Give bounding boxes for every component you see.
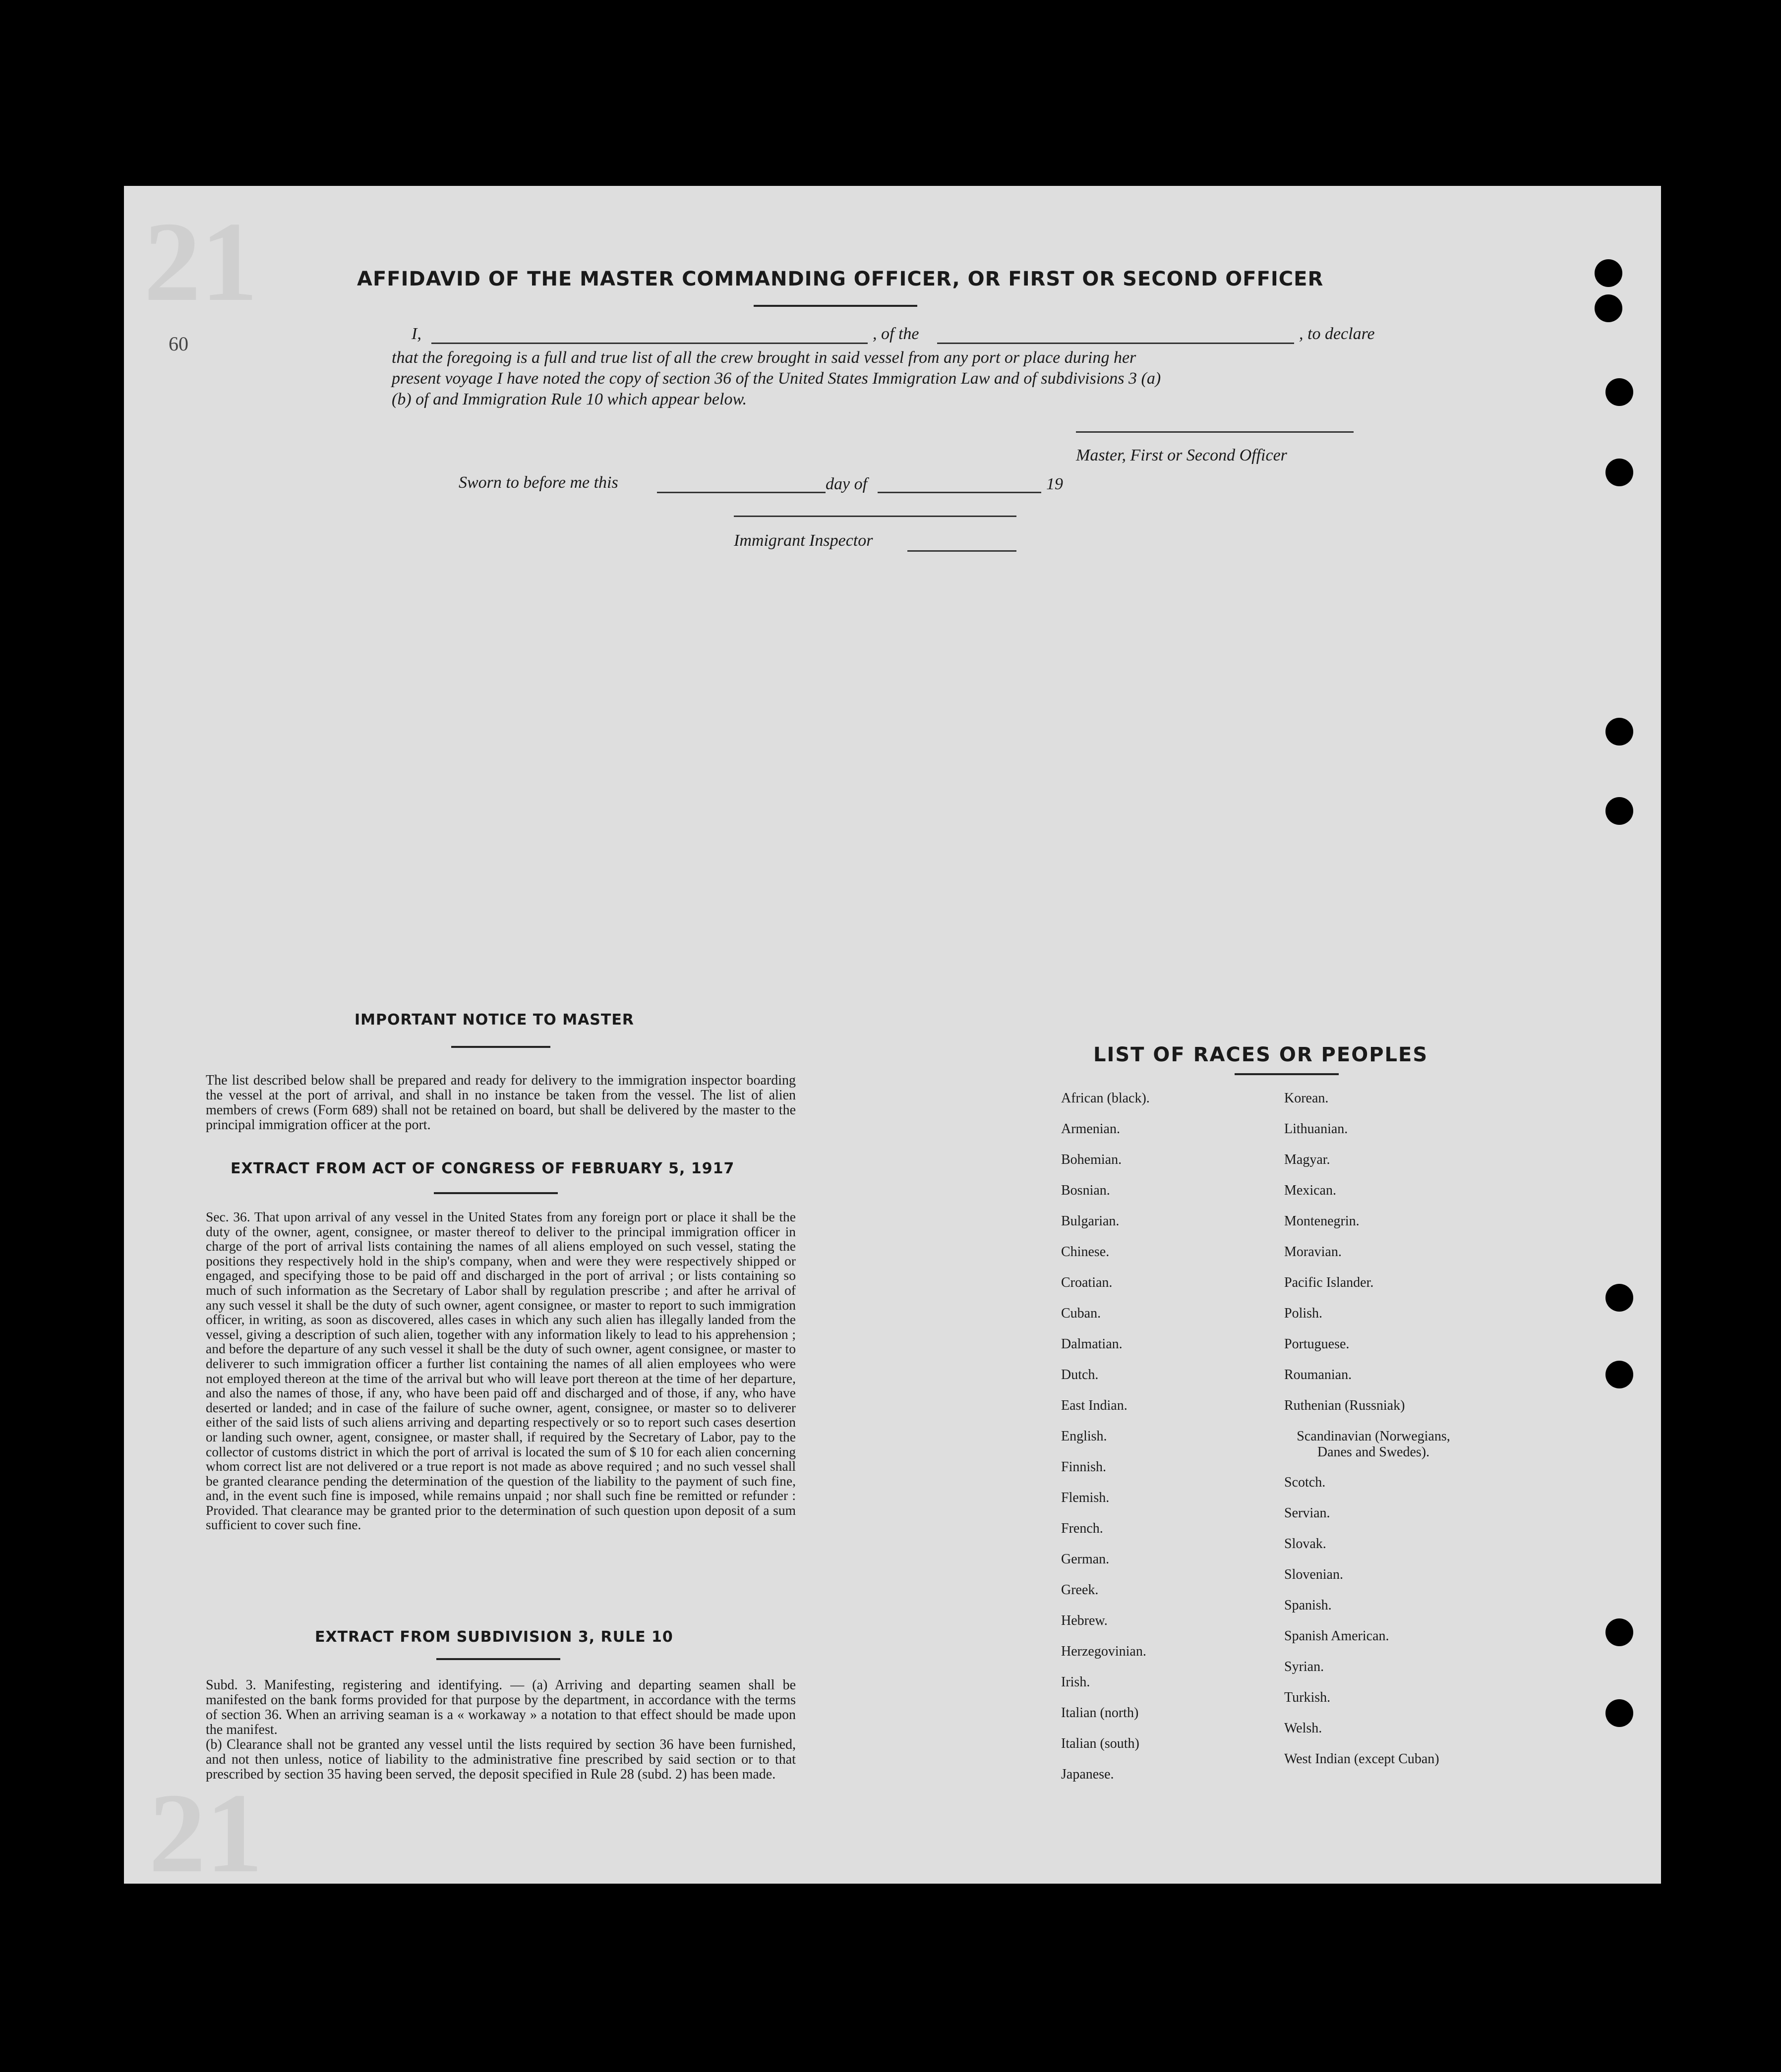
affidavit-line-4: (b) of and Immigration Rule 10 which appear below. [392, 390, 747, 408]
race-item: Dalmatian. [1061, 1336, 1123, 1352]
race-item: Finnish. [1061, 1459, 1107, 1475]
race-item: Servian. [1284, 1505, 1330, 1521]
race-item: Lithuanian. [1284, 1121, 1348, 1137]
corner-number-top: 21 [144, 198, 258, 325]
sworn-month-blank[interactable] [878, 492, 1041, 493]
race-item: German. [1061, 1552, 1110, 1567]
notice-title: IMPORTANT NOTICE TO MASTER [355, 1011, 634, 1029]
race-item: English. [1061, 1429, 1107, 1444]
binder-hole [1605, 797, 1633, 825]
race-item: Herzegovinian. [1061, 1644, 1146, 1659]
inspector-tail-line [907, 550, 1016, 552]
race-item: Slovenian. [1284, 1567, 1343, 1582]
race-item: Bohemian. [1061, 1152, 1122, 1167]
race-item: West Indian (except Cuban) [1284, 1751, 1439, 1767]
margin-number: 60 [169, 333, 188, 355]
act-title: EXTRACT FROM ACT OF CONGRESS OF FEBRUARY 5, 1917 [231, 1160, 735, 1177]
affidavit-i: I, [412, 325, 421, 343]
notice-divider [451, 1046, 550, 1048]
document-page [124, 186, 1661, 1896]
binder-hole [1605, 1361, 1633, 1388]
race-item: East Indian. [1061, 1398, 1128, 1413]
vessel-blank[interactable] [937, 343, 1294, 344]
race-item: Armenian. [1061, 1121, 1120, 1137]
name-blank[interactable] [431, 343, 868, 344]
rule-divider [436, 1658, 560, 1660]
binder-hole [1605, 1284, 1633, 1312]
affidavit-of-the: , of the [873, 325, 919, 343]
race-item: Roumanian. [1284, 1367, 1352, 1382]
race-item: Korean. [1284, 1091, 1329, 1106]
affidavit-line-1 [412, 325, 1478, 345]
binder-hole [1605, 1699, 1633, 1727]
race-item: Slovak. [1284, 1536, 1326, 1552]
binder-hole [1605, 378, 1633, 406]
binder-hole [1595, 294, 1622, 322]
races-divider [1235, 1073, 1339, 1075]
race-item: Turkish. [1284, 1690, 1331, 1705]
master-label: Master, First or Second Officer [1076, 446, 1287, 464]
race-item: Magyar. [1284, 1152, 1330, 1167]
race-item: Spanish. [1284, 1598, 1332, 1613]
notice-text: The list described below shall be prepared and ready for delivery to the immigration inspector boarding the vessel at the port of arrival, and shall in no instance be taken from the vessel. The list of alien members of crews (Form 689) shall not be retained on board, but shall be delivered by the master to the principal immigration officer at the port. [206, 1073, 796, 1133]
race-item: Scotch. [1284, 1475, 1326, 1490]
race-item: African (black). [1061, 1091, 1150, 1106]
sworn-day-blank[interactable] [657, 492, 826, 493]
race-item: Scandinavian (Norwegians, Danes and Swedes). [1297, 1429, 1450, 1460]
affidavit-to-declare: , to declare [1299, 325, 1375, 343]
binder-hole [1605, 1618, 1633, 1646]
race-item: Moravian. [1284, 1244, 1342, 1260]
race-item: Italian (south) [1061, 1736, 1139, 1751]
race-item: Pacific Islander. [1284, 1275, 1374, 1290]
race-item: Polish. [1284, 1306, 1323, 1321]
act-divider [434, 1192, 558, 1194]
race-item: Hebrew. [1061, 1613, 1108, 1628]
title-divider [754, 305, 917, 307]
corner-number-bottom: 21 [149, 1770, 263, 1896]
master-signature-line[interactable] [1076, 431, 1354, 433]
rule-text-b: (b) Clearance shall not be granted any vessel until the lists required by section 36 have been furnished, and not then unless, notice of liability to the administrative fine prescribed by said section or to that prescribed by section 35 having been served, the deposit specified in Rule 28 (subd. 2) has been made. [206, 1737, 796, 1782]
race-item: Chinese. [1061, 1244, 1110, 1260]
races-title: LIST OF RACES OR PEOPLES [1093, 1043, 1428, 1066]
day-of-label: day of [826, 475, 868, 493]
race-item: Dutch. [1061, 1367, 1099, 1382]
race-item: Portuguese. [1284, 1336, 1350, 1352]
inspector-signature-line[interactable] [734, 516, 1016, 517]
year-label: 19 [1046, 475, 1063, 493]
race-item: Syrian. [1284, 1659, 1324, 1674]
race-item: Bulgarian. [1061, 1213, 1120, 1229]
rule-text-a: Subd. 3. Manifesting, registering and identifying. — (a) Arriving and departing seamen shall be manifested on the bank forms provided for that purpose by the department, in accordance with the terms of section 36. When an arriving seaman is a « workaway » a notation to that effect should be made upon the manifest. [206, 1677, 796, 1737]
affidavit-line-2: that the foregoing is a full and true list of all the crew brought in said vessel from any port or place during her [392, 348, 1136, 367]
race-item: Welsh. [1284, 1721, 1322, 1736]
race-item: Spanish American. [1284, 1628, 1389, 1644]
race-item: Ruthenian (Russniak) [1284, 1398, 1405, 1413]
race-item: Bosnian. [1061, 1183, 1110, 1198]
rule-title: EXTRACT FROM SUBDIVISION 3, RULE 10 [315, 1628, 673, 1646]
race-item: Flemish. [1061, 1490, 1110, 1505]
race-item: Montenegrin. [1284, 1213, 1360, 1229]
race-item: Italian (north) [1061, 1705, 1139, 1721]
act-text: Sec. 36. That upon arrival of any vessel in the United States from any foreign port or place it shall be the duty of the owner, agent, consignee, or master thereof to deliver to the principal immigration officer in charge of the port of arrival lists containing the names of all aliens employed on such vessel, stating the positions they respectively hold in the ship's company, when and were they were respectively shipped or engaged, and specifying those to be paid off and discharged in the port of arrival ; or lists containing so much of such information as the Secretary of Labor shall by regulation prescribe ; and after he arrival of any such vessel it shall be the duty of such owner, agent consignee, or master to report to such immigration officer, in writing, as soon as discovered, alles cases in which any such alien has illegally landed from the vessel, giving a description of such alien, together with any information likely to lead to his apprehension ; and before the departure of any such vessel it shall be the duty of such owner, agent consignee, or master to deliverer to such immigration officer a further list containing the names of all alien employees who were not employed thereon at the time of the arrival but who will leave port thereon at the time of her departure, and also the names of those, if any, who have been paid off and discharged and of those, if any, who have deserted or landed; and in case of the failure of suche owner, agent, consignee, or master so to deliverer either of the said lists of such aliens arriving and departing respectively or so to report such cases desertion or landing such owner, agent, consignee, or master shall, if required by the Secretary of Labor, pay to the collector of customs district in which the port of arrival is located the sum of $ 10 for each alien concerning whom correct list are not delivered or a true report is not made as above required ; and no such vessel shall be granted clearance pending the determination of the question of the liability to the payment of such fine, and, in the event such fine is imposed, while remains unpaid ; nor shall such fine be remitted or refunder : Provided. That clearance may be granted prior to the determination of such question upon deposit of a sum sufficient to cover such fine. [206, 1209, 796, 1533]
race-item: Mexican. [1284, 1183, 1336, 1198]
race-item: Greek. [1061, 1582, 1099, 1598]
race-item: Croatian. [1061, 1275, 1113, 1290]
affidavit-line-3: present voyage I have noted the copy of section 36 of the United States Immigration Law and of subdivisions 3 (a) [392, 369, 1161, 388]
binder-hole [1605, 459, 1633, 486]
race-item: Irish. [1061, 1674, 1090, 1690]
affidavit-title: AFFIDAVID OF THE MASTER COMMANDING OFFICER, OR FIRST OR SECOND OFFICER [357, 268, 1324, 290]
sworn-label: Sworn to before me this [459, 473, 618, 492]
inspector-label: Immigrant Inspector [734, 531, 873, 550]
binder-hole [1595, 259, 1622, 287]
race-item: Japanese. [1061, 1767, 1114, 1782]
race-item: French. [1061, 1521, 1103, 1536]
binder-hole [1605, 718, 1633, 746]
race-item: Cuban. [1061, 1306, 1101, 1321]
